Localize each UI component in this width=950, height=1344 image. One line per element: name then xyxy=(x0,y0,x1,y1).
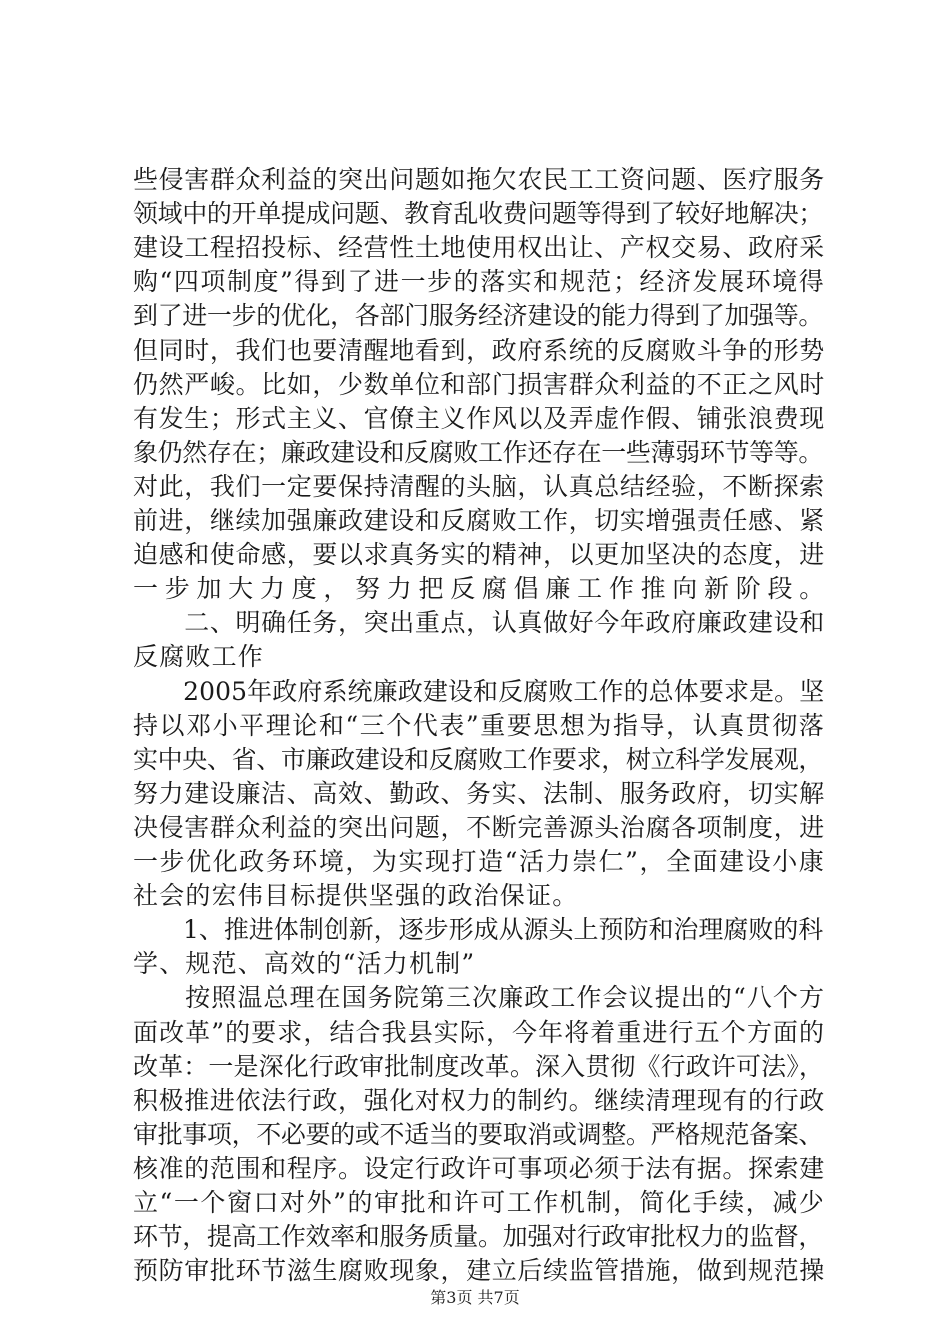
text-line: 1、推进体制创新，逐步形成从源头上预防和治理腐败的科 xyxy=(133,915,824,945)
text-line: 一步优化政务环境，为实现打造“活力崇仁”，全面建设小康 xyxy=(133,847,826,876)
text-line: 但同时，我们也要清醒地看到，政府系统的反腐败斗争的形势 xyxy=(133,335,825,365)
text-line: 一步加大力度，努力把反腐倡廉工作推向新阶段。 xyxy=(133,574,831,604)
text-line: 仍然严峻。比如，少数单位和部门损害群众利益的不正之风时 xyxy=(133,369,825,399)
text-line: 环节，提高工作效率和服务质量。加强对行政审批权力的监督， xyxy=(133,1222,824,1252)
page-footer: 第3页 共7页 xyxy=(430,1288,520,1307)
text-line: 反腐败工作 xyxy=(133,642,265,672)
text-line: 实中央、省、市廉政建设和反腐败工作要求，树立科学发展观， xyxy=(133,744,824,774)
text-line: 积极推进依法行政，强化对权力的制约。继续清理现有的行政 xyxy=(133,1085,825,1115)
text-line: 到了进一步的优化，各部门服务经济建设的能力得到了加强等。 xyxy=(133,301,824,331)
text-line: 按照温总理在国务院第三次廉政工作会议提出的“八个方 xyxy=(133,983,826,1013)
text-line: 对此，我们一定要保持清醒的头脑，认真总结经验，不断探索 xyxy=(133,471,825,501)
text-line: 建设工程招投标、经营性土地使用权出让、产权交易、政府采 xyxy=(133,233,825,263)
text-line: 面改革”的要求，结合我县实际，今年将着重进行五个方面的 xyxy=(133,1017,826,1047)
text-line: 预防审批环节滋生腐败现象，建立后续监管措施，做到规范操 xyxy=(133,1256,825,1286)
text-line: 社会的宏伟目标提供坚强的政治保证。 xyxy=(133,881,579,911)
text-line: 审批事项，不必要的或不适当的要取消或调整。严格规范备案、 xyxy=(133,1119,824,1149)
text-line: 象仍然存在；廉政建设和反腐败工作还存在一些薄弱环节等等。 xyxy=(133,437,824,467)
text-line: 购“四项制度”得到了进一步的落实和规范；经济发展环境得 xyxy=(133,267,826,297)
text-line: 持以邓小平理论和“三个代表”重要思想为指导，认真贯彻落 xyxy=(133,710,826,740)
text-line: 努力建设廉洁、高效、勤政、务实、法制、服务政府，切实解 xyxy=(133,778,825,808)
text-line: 改革：一是深化行政审批制度改革。深入贯彻《行政许可法》， xyxy=(133,1051,825,1081)
text-line: 迫感和使命感，要以求真务实的精神，以更加坚决的态度，进 xyxy=(133,540,825,570)
text-line: 领域中的开单提成问题、教育乱收费问题等得到了较好地解决； xyxy=(133,199,824,229)
text-line: 些侵害群众利益的突出问题如拖欠农民工工资问题、医疗服务 xyxy=(133,165,825,194)
text-line: 二、明确任务，突出重点，认真做好今年政府廉政建设和 xyxy=(133,608,825,638)
text-line: 学、规范、高效的“活力机制” xyxy=(133,949,476,979)
text-line: 核准的范围和程序。设定行政许可事项必须于法有据。探索建 xyxy=(133,1153,825,1183)
text-line: 前进，继续加强廉政建设和反腐败工作，切实增强责任感、紧 xyxy=(133,506,825,535)
text-line: 有发生；形式主义、官僚主义作风以及弄虚作假、铺张浪费现 xyxy=(133,403,825,433)
text-line: 决侵害群众利益的突出问题，不断完善源头治腐各项制度，进 xyxy=(133,812,825,842)
text-line: 立“一个窗口对外”的审批和许可工作机制，简化手续，减少 xyxy=(133,1188,826,1217)
text-line: 2005年政府系统廉政建设和反腐败工作的总体要求是。坚 xyxy=(133,676,825,706)
